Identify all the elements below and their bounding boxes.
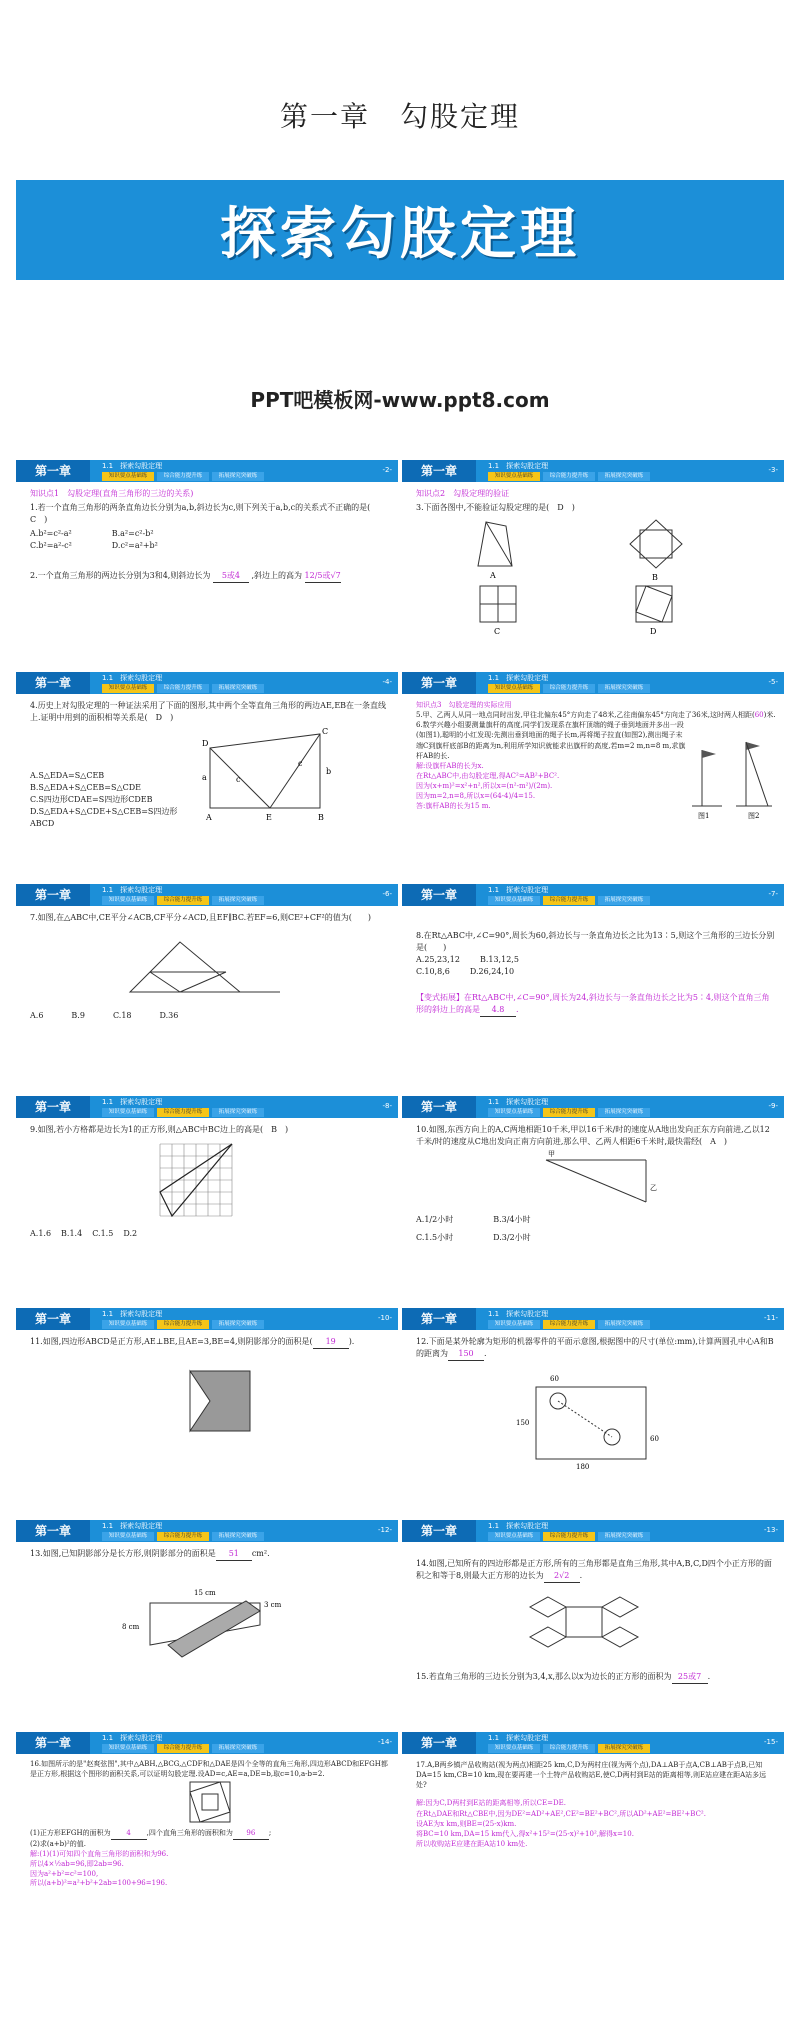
tab-comprehensive[interactable]: 综合能力提升练 xyxy=(543,472,595,481)
knowledge-point: 知识点3 勾股定理的实际应用 xyxy=(416,701,512,709)
option-a: A.b²=c²-a² xyxy=(30,529,72,538)
question-text: 7.如图,在△ABC中,CE平分∠ACB,CF平分∠ACD,且EF∥BC.若EF=6,则CE²+CF²的值为( ) xyxy=(30,913,371,922)
question-text: 4.历史上对勾股定理的一种证法采用了下面的图形,其中两个全等直角三角形的两边AE,EB在一条直线上.证明中用到的面积相等关系是( D ) xyxy=(30,701,387,722)
variant-question: 【变式拓展】在Rt△ABC中,∠C=90°,周长为24,斜边长与一条直角边长之比为5∶4,则这个直角三角形的斜边上的高是 xyxy=(416,993,770,1014)
page-number: -9- xyxy=(768,1102,778,1110)
dim-left: 150 xyxy=(516,1419,530,1427)
dim-right: 60 xyxy=(650,1435,659,1443)
chapter-badge: 第一章 xyxy=(402,672,476,694)
question-text: . xyxy=(484,1349,487,1358)
tab-comprehensive[interactable]: 综合能力提升练 xyxy=(157,1320,209,1329)
question-text: 1.若一个直角三角形的两条直角边长分别为a,b,斜边长为c,则下列关于a,b,c的关系式不正确的是( C ) xyxy=(30,503,379,524)
label-yi: 乙 xyxy=(650,1184,657,1192)
shaded-square-figure xyxy=(30,1351,390,1471)
answer-blank: 5或4 xyxy=(213,570,249,583)
tab-comprehensive[interactable]: 综合能力提升练 xyxy=(543,1320,595,1329)
hero-title: 探索勾股定理 xyxy=(220,202,580,267)
option-d: D.S△EDA+S△CDE+S△CEB=S四边形ABCD xyxy=(30,807,178,828)
tab-comprehensive[interactable]: 综合能力提升练 xyxy=(157,896,209,905)
option-c: C.b²=a²-c² xyxy=(30,541,72,550)
slide-header-bar xyxy=(402,1520,784,1542)
knowledge-point: 知识点2 勾股定理的验证 xyxy=(416,489,510,498)
answer-blank: 51 xyxy=(216,1548,252,1561)
section-label: 1.1 探索勾股定理 xyxy=(488,1734,549,1742)
option-d: D.3/2小时 xyxy=(493,1233,531,1242)
slide-page-2 xyxy=(16,456,398,650)
slide-page-5 xyxy=(402,668,784,862)
page-number: -2- xyxy=(382,466,392,474)
tab-comprehensive[interactable]: 综合能力提升练 xyxy=(157,684,209,693)
option-c: C.1.5小时 xyxy=(416,1233,454,1242)
two-travelers-figure xyxy=(416,1150,776,1210)
section-label: 1.1 探索勾股定理 xyxy=(488,674,549,682)
question-text: )米. xyxy=(763,711,776,720)
tab-comprehensive[interactable]: 综合能力提升练 xyxy=(543,1108,595,1117)
tab-comprehensive[interactable]: 综合能力提升练 xyxy=(157,1108,209,1117)
question-text: . xyxy=(579,1571,583,1580)
label-d: D xyxy=(202,739,209,748)
option-b: B.S△EDA+S△CEB=S△CDE xyxy=(30,783,141,792)
triangle-bisector-figure xyxy=(30,926,390,1006)
tab-extension[interactable]: 拓展探究突破练 xyxy=(598,896,650,905)
tab-comprehensive[interactable]: 综合能力提升练 xyxy=(157,1532,209,1541)
option-c: C.18 xyxy=(112,1011,132,1020)
slide-page-4 xyxy=(16,668,398,862)
variant-question: . xyxy=(516,1005,519,1014)
question-text: ). xyxy=(348,1337,355,1346)
tab-extension[interactable]: 拓展探究突破练 xyxy=(598,1108,650,1117)
slide-page-13 xyxy=(402,1516,784,1710)
figure-label-a: A xyxy=(490,571,496,580)
tab-comprehensive[interactable]: 综合能力提升练 xyxy=(157,1744,209,1753)
solution-line: 所以收购站E应建在距A站10 km处. xyxy=(416,1839,528,1848)
tab-comprehensive[interactable]: 综合能力提升练 xyxy=(543,1532,595,1541)
flagpole-figure xyxy=(686,720,776,830)
solution-line: 设AE为x km,则BE=(25-x)km. xyxy=(416,1819,517,1828)
section-label: 1.1 探索勾股定理 xyxy=(488,462,549,470)
question-text: . xyxy=(707,1672,711,1681)
figure-caption: 图2 xyxy=(748,812,760,821)
figure-label-d: D xyxy=(650,627,657,636)
tab-extension[interactable]: 拓展探究突破练 xyxy=(212,1532,264,1541)
option-a: A.1/2小时 xyxy=(416,1215,454,1224)
chapter-badge: 第一章 xyxy=(16,460,90,482)
option-d: D.26,24,10 xyxy=(469,967,515,976)
slide-header-bar xyxy=(402,1096,784,1118)
tab-basic[interactable]: 知识要点基础练 xyxy=(488,472,540,481)
tab-basic[interactable]: 知识要点基础练 xyxy=(102,684,154,693)
option-a: A.6 xyxy=(30,1011,44,1020)
question-text: 16.如图所示的是"赵爽弦图",其中△ABH,△BCG,△CDF和△DAE是四个全等的直角三角形,四边形ABCD和EFGH都是正方形,根据这个图形的面积关系,可以证明勾股定理.设AD=c,AE=a,DE=b,取c=10,a-b=2. xyxy=(30,1760,388,1778)
tab-extension[interactable]: 拓展探究突破练 xyxy=(212,472,264,481)
option-a: A.25,23,12 xyxy=(416,955,460,964)
solution-line: 在Rt△ABC中,由勾股定理,得AC²=AB²+BC². xyxy=(416,771,560,780)
slide-page-3 xyxy=(402,456,784,650)
label-b: B xyxy=(318,813,324,822)
question-text: 10.如图,东西方向上的A,C两地相距10千米,甲以16千米/时的速度从A地出发向正东方向前进,乙以12千米/时的速度从C地出发向正南方向前进,那么甲、乙两人相距6千米时,最快需经( A ) xyxy=(416,1125,770,1146)
zhao-shuang-figure xyxy=(30,1780,390,1826)
solution-line: 因为(x+m)²=x²+n²,所以x=(n²-m²)/(2m). xyxy=(416,782,553,791)
slide-header-bar xyxy=(16,884,398,906)
figure-label-b: B xyxy=(652,573,658,582)
question-text: ,斜边上的高为 xyxy=(251,571,302,580)
option-d: D.2 xyxy=(123,1229,138,1238)
page-number: -3- xyxy=(768,466,778,474)
section-label: 1.1 探索勾股定理 xyxy=(102,462,163,470)
section-label: 1.1 探索勾股定理 xyxy=(102,886,163,894)
solution-line: 因为a²+b²=c²=100, xyxy=(30,1869,99,1878)
section-label: 1.1 探索勾股定理 xyxy=(102,1522,163,1530)
chapter-badge: 第一章 xyxy=(402,1520,476,1542)
slide-header-bar xyxy=(402,1732,784,1754)
page-number: -6- xyxy=(382,890,392,898)
option-d: D.c²=a²+b² xyxy=(111,541,158,550)
slide-header-bar xyxy=(402,460,784,482)
option-a: A.1.6 xyxy=(30,1229,52,1238)
section-label: 1.1 探索勾股定理 xyxy=(102,1098,163,1106)
figure-label-c: C xyxy=(494,627,501,636)
tab-basic[interactable]: 知识要点基础练 xyxy=(488,684,540,693)
slide-page-10 xyxy=(16,1304,398,1498)
chapter-badge: 第一章 xyxy=(16,1096,90,1118)
solution-line: 因为m=2,n=8,所以x=(64-4)/4=15. xyxy=(416,792,536,801)
question-text: (1)正方形EFGH的面积为 xyxy=(30,1829,111,1838)
question-text: 15.若直角三角形的三边长分别为3,4,x,那么以x为边长的正方形的面积为 xyxy=(416,1672,672,1681)
tab-basic[interactable]: 知识要点基础练 xyxy=(102,472,154,481)
dim-3cm: 3 cm xyxy=(264,1601,282,1609)
tab-extension[interactable]: 拓展探究突破练 xyxy=(212,1744,264,1753)
dim-top: 60 xyxy=(550,1375,559,1383)
chapter-badge: 第一章 xyxy=(16,1308,90,1330)
tab-comprehensive[interactable]: 综合能力提升练 xyxy=(543,684,595,693)
label-e: E xyxy=(266,813,272,822)
question-text: (2)求(a+b)²的值. xyxy=(30,1840,86,1849)
question-text: 2.一个直角三角形的两边长分别为3和4,则斜边长为 xyxy=(30,571,211,580)
slide-header-bar xyxy=(16,1732,398,1754)
hero-banner xyxy=(16,180,784,280)
tab-basic[interactable]: 知识要点基础练 xyxy=(488,1744,540,1753)
solution-line: 在Rt△DAE和Rt△CBE中,因为DE²=AD²+AE²,CE²=BE²+BC²,所以AD²+AE²=BE²+BC². xyxy=(416,1809,706,1818)
page-number: -14- xyxy=(378,1738,392,1746)
tab-comprehensive[interactable]: 综合能力提升练 xyxy=(543,1744,595,1753)
chapter-badge: 第一章 xyxy=(16,1520,90,1542)
tab-basic[interactable]: 知识要点基础练 xyxy=(102,1532,154,1541)
tab-basic[interactable]: 知识要点基础练 xyxy=(102,1744,154,1753)
slide-page-8 xyxy=(16,1092,398,1286)
option-b: B.13,12,5 xyxy=(479,955,519,964)
label-side-c2: c xyxy=(298,759,303,768)
tab-extension[interactable]: 拓展探究突破练 xyxy=(598,1532,650,1541)
question-text: 12.下面是某外轮廓为矩形的机器零件的平面示意图,根据图中的尺寸(单位:mm),计算两圆孔中心A和B的距离为 xyxy=(416,1337,774,1358)
question-text: 9.如图,若小方格都是边长为1的正方形,则△ABC中BC边上的高是( B ) xyxy=(30,1125,289,1134)
figure-caption: 图1 xyxy=(698,812,710,821)
solution-line: 将BC=10 km,DA=15 km代入,得x²+15²=(25-x)²+10²,解得x=10. xyxy=(416,1829,634,1838)
trapezoid-figure xyxy=(190,726,390,836)
question-text: ; xyxy=(268,1829,272,1838)
chapter-badge: 第一章 xyxy=(16,884,90,906)
tab-extension[interactable]: 拓展探究突破练 xyxy=(598,1744,650,1753)
page-number: -7- xyxy=(768,890,778,898)
solution-line: 答:旗杆AB的长为15 m. xyxy=(416,802,491,811)
chapter-title: 第一章 勾股定理 xyxy=(279,100,520,133)
solution-line: 解:因为C,D两村到E站的距离相等,所以CE=DE. xyxy=(416,1799,566,1808)
solution-line: 所以(a+b)²=a²+b²+2ab=100+96=196. xyxy=(30,1879,168,1888)
section-label: 1.1 探索勾股定理 xyxy=(102,1734,163,1742)
page-number: -15- xyxy=(764,1738,778,1746)
slide-header-bar xyxy=(16,672,398,694)
section-label: 1.1 探索勾股定理 xyxy=(102,674,163,682)
answer-blank: 19 xyxy=(313,1336,349,1349)
slide-header-bar xyxy=(16,1308,398,1330)
option-b: B.1.4 xyxy=(61,1229,83,1238)
tab-extension[interactable]: 拓展探究突破练 xyxy=(212,1320,264,1329)
proof-figures xyxy=(416,516,756,644)
chapter-badge: 第一章 xyxy=(402,460,476,482)
page-number: -4- xyxy=(382,678,392,686)
label-a: A xyxy=(206,813,212,822)
label-c: C xyxy=(322,727,329,736)
chapter-badge: 第一章 xyxy=(402,1732,476,1754)
slide-page-12 xyxy=(16,1516,398,1710)
tab-basic[interactable]: 知识要点基础练 xyxy=(102,1320,154,1329)
option-c: C.10,8,6 xyxy=(416,967,450,976)
tab-comprehensive[interactable]: 综合能力提升练 xyxy=(543,896,595,905)
tab-extension[interactable]: 拓展探究突破练 xyxy=(212,684,264,693)
section-label: 1.1 探索勾股定理 xyxy=(488,1098,549,1106)
answer-blank: 4 xyxy=(111,1829,147,1840)
slide-page-15 xyxy=(402,1728,784,1922)
square-tree-figure xyxy=(416,1585,776,1667)
site-watermark: PPT吧模板网-www.ppt8.com xyxy=(250,388,550,412)
slide-page-14 xyxy=(16,1728,398,1922)
option-d: D.36 xyxy=(159,1011,179,1020)
slide-page-11 xyxy=(402,1304,784,1498)
dim-8cm: 8 cm xyxy=(122,1623,140,1631)
slide-header-bar xyxy=(16,1096,398,1118)
option-b: B.a²=c²-b² xyxy=(111,529,154,538)
chapter-badge: 第一章 xyxy=(16,1732,90,1754)
option-b: B.3/4小时 xyxy=(493,1215,531,1224)
page-number: -12- xyxy=(378,1526,392,1534)
option-b: B.9 xyxy=(71,1011,85,1020)
slide-page-6 xyxy=(16,880,398,1074)
question-text: cm². xyxy=(251,1549,270,1558)
tab-extension[interactable]: 拓展探究突破练 xyxy=(212,1108,264,1117)
question-text: 6.数学兴趣小组要测量旗杆的高度,同学们发现系在旗杆顶端的绳子垂到地面并多出一段(如图1),聪明的小红发现:先测出垂到地面的绳子长m,再将绳子拉直(如图2),测出绳子末端C到旗杆底部B的距离为n,利用所学知识就能求出旗杆的高度,若m=2 m,n=8 m,求旗杆AB的长. xyxy=(416,721,686,760)
question-text: 17.A,B两乡镇产品收购站(视为两点)相距25 km,C,D为两村庄(视为两个点),DA⊥AB于点A,CB⊥AB于点B,已知DA=15 km,CB=10 km,现在要再建一个土特产品收购站E,使C,D两村到E站的距离相等,则E站应建在距A站多远处? xyxy=(416,1761,767,1790)
tab-basic[interactable]: 知识要点基础练 xyxy=(488,1320,540,1329)
page-number: -11- xyxy=(764,1314,778,1322)
page-number: -8- xyxy=(382,1102,392,1110)
label-jia: 甲 xyxy=(548,1150,555,1158)
tab-extension[interactable]: 拓展探究突破练 xyxy=(598,1320,650,1329)
tab-basic[interactable]: 知识要点基础练 xyxy=(488,896,540,905)
solution-line: 解:(1)(1)可知四个直角三角形的面积和为96. xyxy=(30,1849,169,1858)
slide-header-bar xyxy=(16,1520,398,1542)
dim-15cm: 15 cm xyxy=(194,1589,216,1597)
slide-header-bar xyxy=(16,460,398,482)
slide-header-bar xyxy=(402,672,784,694)
question-text: 13.如图,已知阴影部分是长方形,则阴影部分的面积是 xyxy=(30,1549,216,1558)
grid-triangle-figure xyxy=(30,1138,390,1224)
chapter-badge: 第一章 xyxy=(402,1308,476,1330)
dim-bottom: 180 xyxy=(576,1463,590,1471)
answer-blank: 12/5或√7 xyxy=(305,570,341,583)
rectangle-figure xyxy=(30,1563,390,1683)
answer-blank: 2√2 xyxy=(544,1570,580,1583)
tab-basic[interactable]: 知识要点基础练 xyxy=(488,1108,540,1117)
solution-line: 解:设旗杆AB的长为x. xyxy=(416,761,484,770)
tab-basic[interactable]: 知识要点基础练 xyxy=(488,1532,540,1541)
page-number: -13- xyxy=(764,1526,778,1534)
slide-page-7 xyxy=(402,880,784,1074)
option-a: A.S△EDA=S△CEB xyxy=(30,771,105,780)
option-c: C.S四边形CDAE=S四边形CDEB xyxy=(30,795,153,804)
tab-extension[interactable]: 拓展探究突破练 xyxy=(598,472,650,481)
label-side-a: a xyxy=(202,773,207,782)
tab-extension[interactable]: 拓展探究突破练 xyxy=(598,684,650,693)
question-text: 11.如图,四边形ABCD是正方形,AE⊥BE,且AE=3,BE=4,则阴影部分的面积是( xyxy=(30,1337,313,1346)
page-number: -10- xyxy=(378,1314,392,1322)
section-label: 1.1 探索勾股定理 xyxy=(102,1310,163,1318)
chapter-badge: 第一章 xyxy=(402,884,476,906)
option-c: C.1.5 xyxy=(92,1229,114,1238)
machine-part-figure xyxy=(416,1363,776,1473)
slide-page-9 xyxy=(402,1092,784,1286)
answer-blank: 60 xyxy=(754,711,764,720)
chapter-badge: 第一章 xyxy=(16,672,90,694)
question-text: 5.甲、乙两人从同一地点同时出发,甲往北偏东45°方向走了48米,乙往南偏东45°方向走了36米,这时两人相距( xyxy=(416,711,755,720)
section-label: 1.1 探索勾股定理 xyxy=(488,1310,549,1318)
tab-basic[interactable]: 知识要点基础练 xyxy=(102,1108,154,1117)
label-side-b: b xyxy=(326,767,332,776)
section-label: 1.1 探索勾股定理 xyxy=(488,886,549,894)
tab-extension[interactable]: 拓展探究突破练 xyxy=(212,896,264,905)
question-text: 8.在Rt△ABC中,∠C=90°,周长为60,斜边长与一条直角边长之比为13∶5,则这个三角形的三边长分别是( ) xyxy=(416,931,775,952)
section-label: 1.1 探索勾股定理 xyxy=(488,1522,549,1530)
chapter-badge: 第一章 xyxy=(402,1096,476,1118)
tab-comprehensive[interactable]: 综合能力提升练 xyxy=(157,472,209,481)
answer-blank: 25或7 xyxy=(672,1671,708,1684)
knowledge-point: 知识点1 勾股定理(直角三角形的三边的关系) xyxy=(30,489,194,498)
slide-header-bar xyxy=(402,1308,784,1330)
page-number: -5- xyxy=(768,678,778,686)
question-text: 14.如图,已知所有的四边形都是正方形,所有的三角形都是直角三角形,其中A,B,C,D四个小正方形的面积之和等于8,则最大正方形的边长为 xyxy=(416,1559,772,1580)
solution-line: 所以4×½ab=96,即2ab=96. xyxy=(30,1859,124,1868)
label-side-c: c xyxy=(236,775,241,784)
answer-blank: 150 xyxy=(448,1348,484,1361)
tab-basic[interactable]: 知识要点基础练 xyxy=(102,896,154,905)
slide-header-bar xyxy=(402,884,784,906)
question-text: 3.下面各图中,不能验证勾股定理的是( D ) xyxy=(416,503,575,512)
answer-blank: 96 xyxy=(233,1829,269,1840)
answer-blank: 4.8 xyxy=(480,1004,516,1017)
question-text: ,四个直角三角形的面积和为 xyxy=(146,1829,233,1838)
